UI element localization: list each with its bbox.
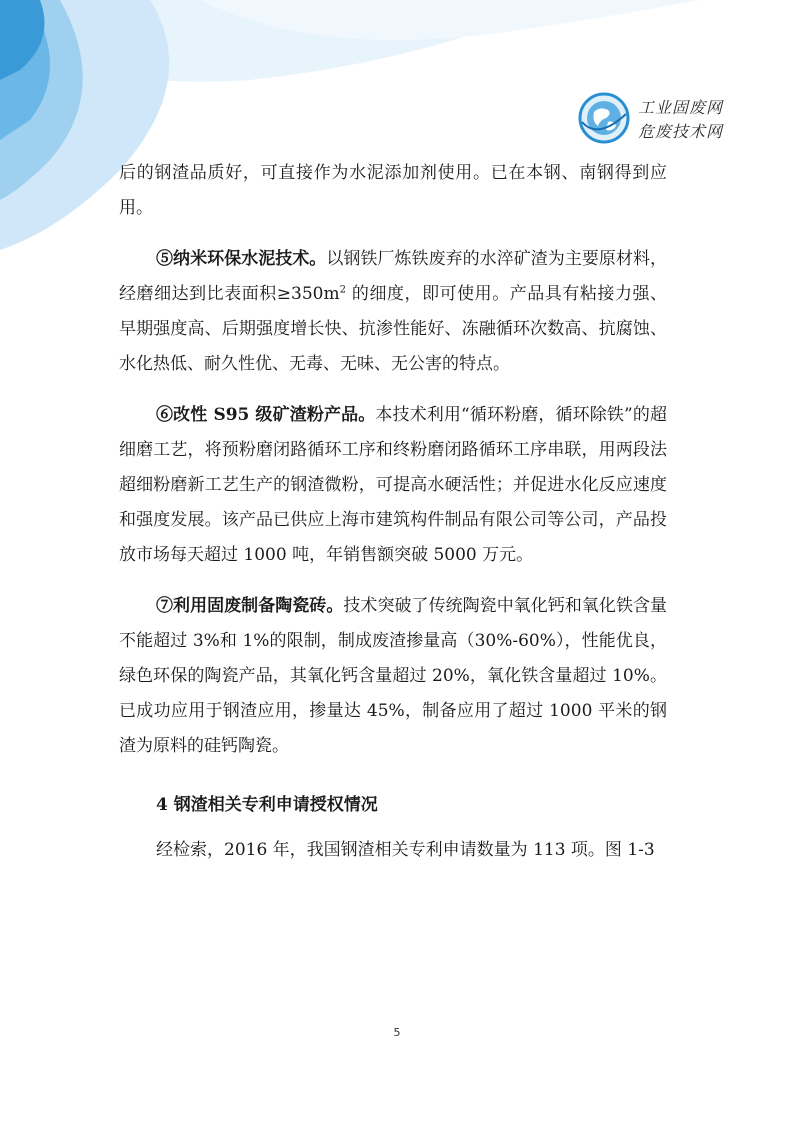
paragraph-patent-search: 经检索，2016 年，我国钢渣相关专利申请数量为 113 项。图 1-3 [156,840,655,860]
site-logo [578,92,728,154]
logo-line-2: 危废技术网 [638,122,724,141]
paragraph-heading: ⑥改性 S95 级矿渣粉产品。 [156,405,376,425]
paragraph-heading: ⑤纳米环保水泥技术。 [156,249,327,269]
paragraph-nano-cement: ⑤纳米环保水泥技术。以钢铁厂炼铁废弃的水淬矿渣为主要原材料，经磨细达到比表面积$\ge 350m^2$ 的细度，即可使用。产品具有粘接力强、早期强度高、后期强度增长快、抗渗性能好、冻融循环次数高、抗腐蚀、水化热低、耐久性优、无毒、无味、无公害的特点。 [119,249,668,374]
paragraph-continuation: 后的钢渣品质好，可直接作为水泥添加剂使用。已在本钢、南钢得到应用。 [119,163,667,218]
logo-line-1: 工业固废网 [638,98,724,117]
document-body [119,156,667,868]
section-title: 4 钢渣相关专利申请授权情况 [156,795,378,815]
paragraph-heading: ⑦利用固废制备陶瓷砖。 [156,596,344,616]
paragraph-ceramic-tile: ⑦利用固废制备陶瓷砖。技术突破了传统陶瓷中氧化钙和氧化铁含量不能超过 3%和 1%的限制，制成废渣掺量高（30%-60%），性能优良，绿色环保的陶瓷产品，其氧化钙含量超过 20%，氧化铁含量超过 10%。已成功应用于钢渣应用，掺量达 45%，制备应用了超过 1000 平米的钢渣为原料的硅钙陶瓷。 [119,596,668,756]
globe-logo-icon [578,92,630,144]
page-number: 5 [393,1026,401,1039]
paragraph-slag-powder: ⑥改性 S95 级矿渣粉产品。本技术利用“循环粉磨，循环除铁”的超细磨工艺，将预粉磨闭路循环工序和终粉磨闭路循环工序串联，用两段法超细粉磨新工艺生产的钢渣微粉，可提高水硬活性；并促进水化反应速度和强度发展。该产品已供应上海市建筑构件制品有限公司等公司，产品投放市场每天超过 1000 吨，年销售额突破 5000 万元。 [119,405,667,565]
logo-text [638,96,723,144]
